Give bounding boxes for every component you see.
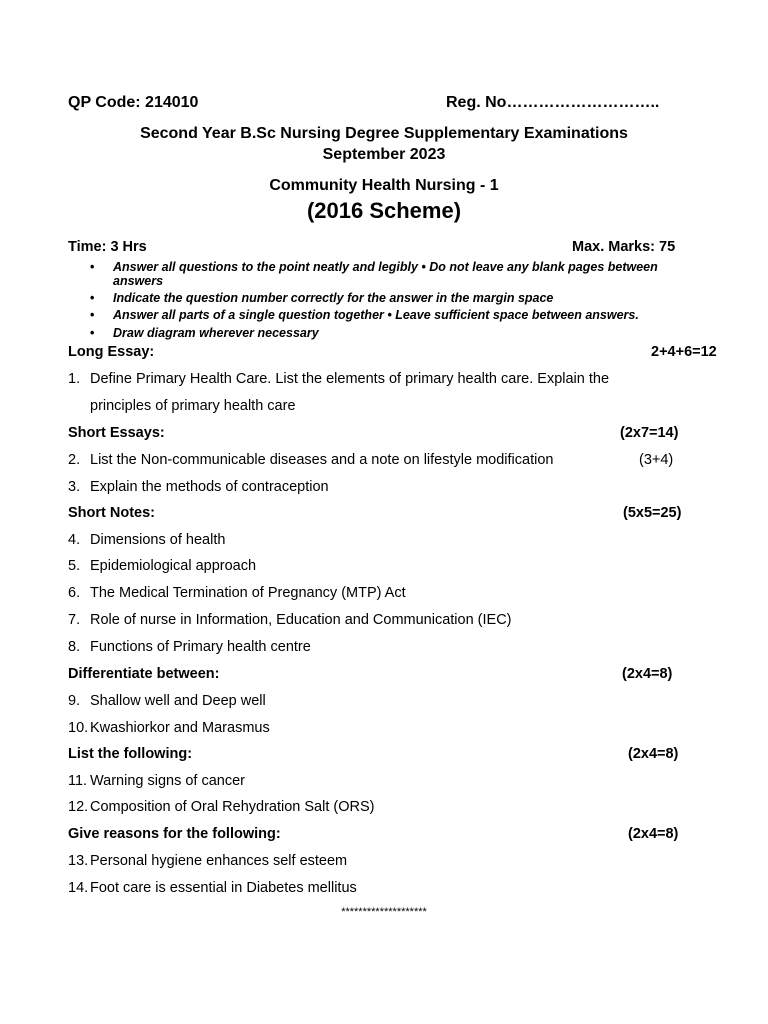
question-6 <box>68 585 708 605</box>
question-9 <box>68 693 708 713</box>
question-7 <box>68 612 708 632</box>
instruction-text: Answer all parts of a single question together • Leave sufficient space between answers. <box>113 308 639 322</box>
qp-code: QP Code: 214010 <box>68 94 199 111</box>
question-number: 13. <box>68 853 89 869</box>
question-number: 6. <box>68 585 81 601</box>
bullet: • <box>90 326 95 340</box>
instruction-text: Draw diagram wherever necessary <box>113 326 319 340</box>
exam-session: September 2023 <box>322 146 446 163</box>
question-text: Personal hygiene enhances self esteem <box>90 853 348 869</box>
question-text: Explain the methods of contraception <box>90 479 329 495</box>
question-4 <box>68 532 708 552</box>
question-number: 2. <box>68 452 81 468</box>
time-label: Time: 3 Hrs <box>68 239 147 255</box>
question-3 <box>68 479 708 499</box>
question-marks: (3+4) <box>639 452 674 468</box>
question-text: Dimensions of health <box>90 532 226 548</box>
question-2 <box>68 452 708 472</box>
question-text: The Medical Termination of Pregnancy (MTP) Act <box>90 585 406 601</box>
question-1 <box>68 371 708 414</box>
question-number: 9. <box>68 693 81 709</box>
section-long-essay-marks: 2+4+6=12 <box>651 344 717 360</box>
question-number: 1. <box>68 371 81 387</box>
question-number: 14. <box>68 880 89 896</box>
question-number: 3. <box>68 479 81 495</box>
question-14 <box>68 880 708 900</box>
section-reasons-title: Give reasons for the following: <box>68 826 281 842</box>
question-number: 10. <box>68 720 89 736</box>
section-short-essays-title: Short Essays: <box>68 425 165 441</box>
section-short-essays-marks: (2x7=14) <box>620 425 679 441</box>
question-number: 11. <box>68 773 88 789</box>
question-number: 5. <box>68 558 81 574</box>
question-number: 12. <box>68 799 89 815</box>
question-text: List the Non-communicable diseases and a note on lifestyle modification <box>90 452 554 468</box>
reg-no: Reg. No……………………….. <box>446 94 660 111</box>
question-text-cont: principles of primary health care <box>90 398 296 414</box>
question-text: Epidemiological approach <box>90 558 257 574</box>
end-marker: ******************** <box>341 906 427 918</box>
question-number: 8. <box>68 639 81 655</box>
instruction-text: Indicate the question number correctly for the answer in the margin space <box>113 291 554 305</box>
question-text: Functions of Primary health centre <box>90 639 311 655</box>
section-differentiate-title: Differentiate between: <box>68 666 220 682</box>
question-number: 7. <box>68 612 81 628</box>
instruction-item <box>90 260 690 288</box>
scheme-title: (2016 Scheme) <box>306 198 462 223</box>
instruction-text: Answer all questions to the point neatly and legibly • Do not leave any blank pages between answers <box>113 260 658 288</box>
section-list-title: List the following: <box>68 746 193 762</box>
question-text: Foot care is essential in Diabetes mellitus <box>90 880 357 896</box>
max-marks-label: Max. Marks: 75 <box>572 239 676 255</box>
bullet: • <box>90 291 95 305</box>
section-differentiate-marks: (2x4=8) <box>622 666 673 682</box>
question-12 <box>68 799 708 819</box>
section-reasons-marks: (2x4=8) <box>628 826 679 842</box>
question-text: Warning signs of cancer <box>90 773 246 789</box>
question-text: Role of nurse in Information, Education and Communication (IEC) <box>90 612 512 628</box>
question-8 <box>68 639 708 659</box>
section-list-marks: (2x4=8) <box>628 746 679 762</box>
section-short-notes-marks: (5x5=25) <box>623 505 682 521</box>
section-short-notes-title: Short Notes: <box>68 505 155 521</box>
question-text: Define Primary Health Care. List the elements of primary health care. Explain the <box>90 371 610 387</box>
question-number: 4. <box>68 532 81 548</box>
question-text: Shallow well and Deep well <box>90 693 266 709</box>
question-10 <box>68 720 708 740</box>
question-13 <box>68 853 708 873</box>
question-11 <box>68 773 708 793</box>
question-text: Composition of Oral Rehydration Salt (ORS) <box>90 799 375 815</box>
subject-title: Community Health Nursing - 1 <box>269 177 499 194</box>
question-5 <box>68 558 708 578</box>
question-text: Kwashiorkor and Marasmus <box>90 720 270 736</box>
bullet: • <box>90 260 95 274</box>
exam-title: Second Year B.Sc Nursing Degree Supplementary Examinations <box>140 125 628 142</box>
section-long-essay-title: Long Essay: <box>68 344 155 360</box>
bullet: • <box>90 308 95 322</box>
